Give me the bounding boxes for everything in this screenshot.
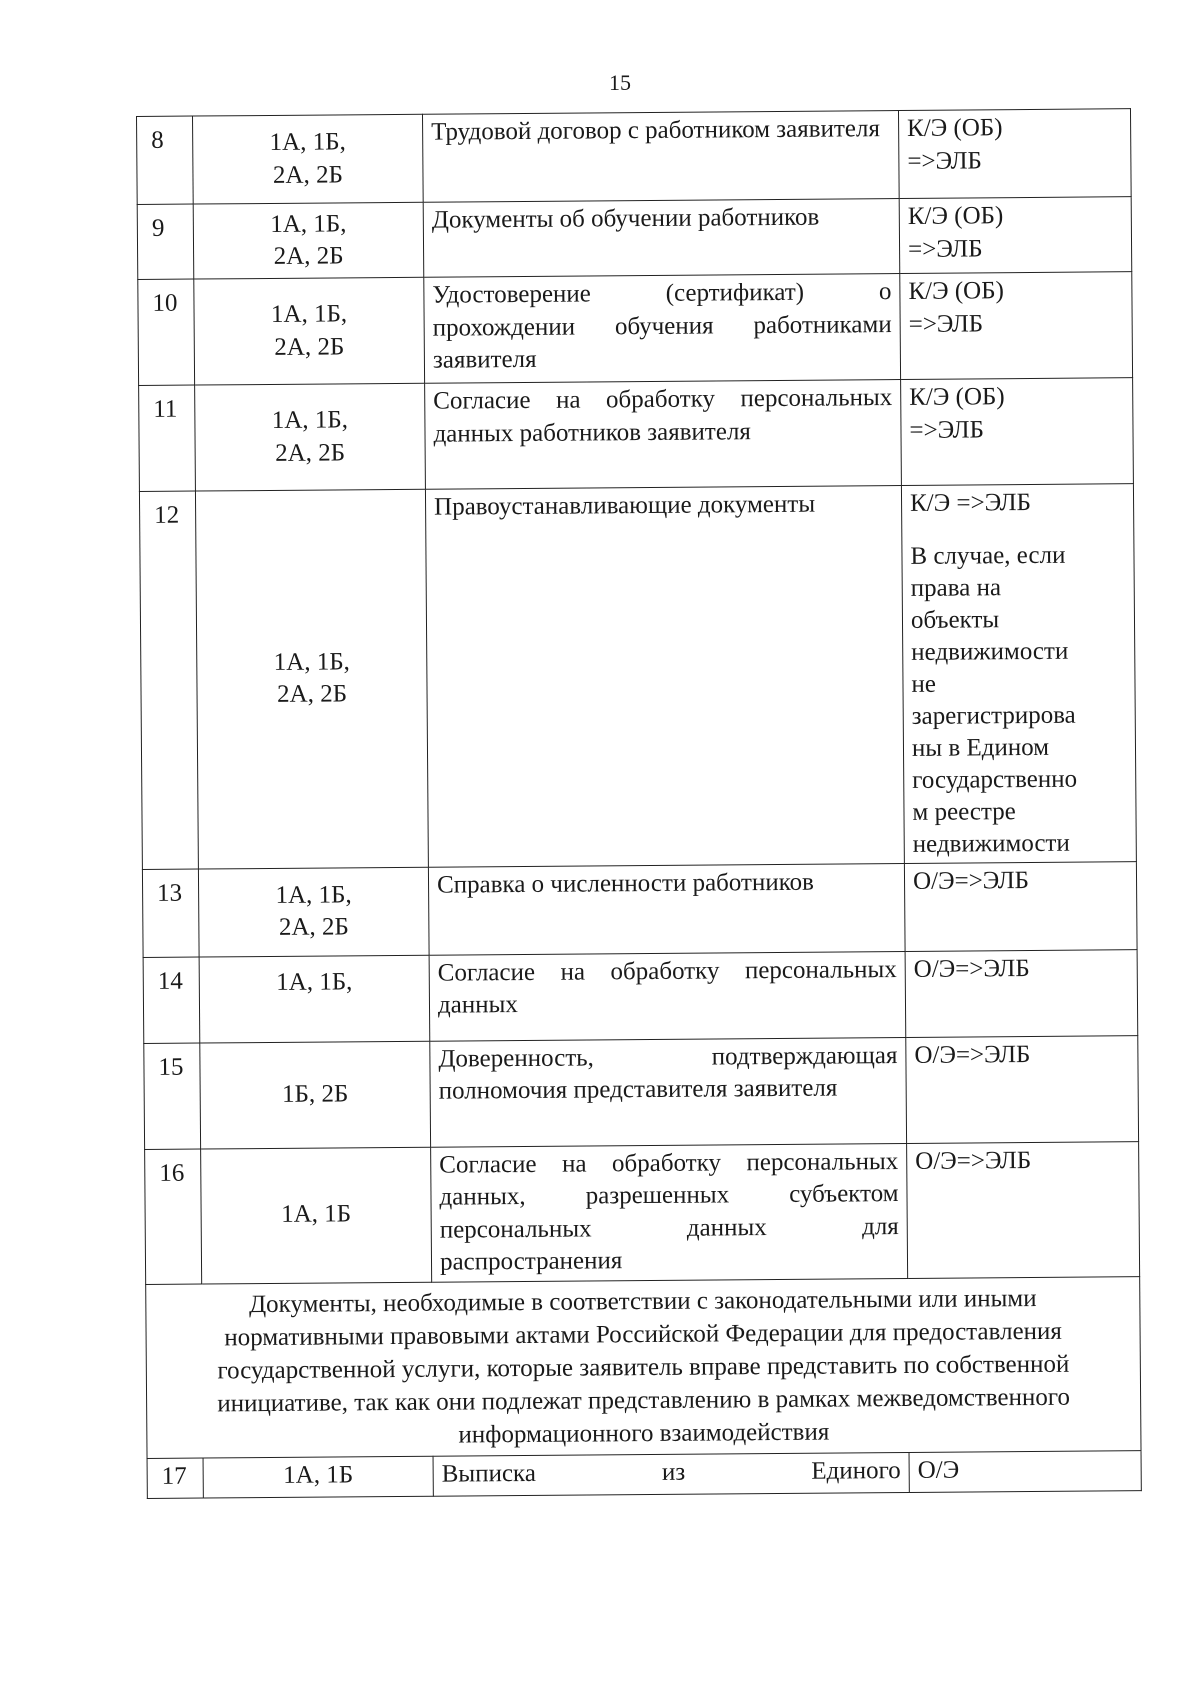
applicant-categories: 1А, 1Б, 2А, 2Б [195, 383, 426, 491]
submission-form-note: В случае, если права на объекты недвижимости не зарегистрирова ны в Едином государственно м реестре недвижимости [910, 541, 1078, 858]
applicant-categories: 1А, 1Б [201, 1147, 432, 1284]
applicant-categories: 1А, 1Б, 2А, 2Б [193, 202, 424, 279]
document-name: Удостоверение (сертификат) о прохождении обучения работниками заявителя [424, 274, 901, 384]
documents-table [136, 108, 1142, 1498]
row-number: 8 [137, 116, 194, 204]
section-heading-row [146, 1276, 1141, 1458]
table-row [147, 1450, 1141, 1498]
table-row [144, 1035, 1139, 1149]
document-name: Согласие на обработку персональных данных работников заявителя [425, 380, 902, 490]
submission-form: О/Э [909, 1450, 1141, 1492]
table-row [145, 1141, 1140, 1284]
applicant-categories: 1А, 1Б, 2А, 2Б [194, 277, 425, 385]
submission-form: О/Э=>ЭЛБ [907, 1141, 1140, 1278]
submission-form: К/Э (ОБ) =>ЭЛБ [898, 109, 1131, 199]
submission-form: К/Э =>ЭЛБ [909, 488, 1031, 517]
row-number: 14 [143, 957, 200, 1043]
row-number: 16 [145, 1149, 202, 1284]
document-name: Правоустанавливающие документы [425, 485, 904, 866]
applicant-categories: 1А, 1Б, [199, 955, 430, 1043]
table-row [138, 272, 1133, 386]
document-name: Согласие на обработку персональных данных, разрешенных субъектом персональных данных для распространения [431, 1143, 908, 1282]
row-number: 10 [138, 279, 195, 385]
submission-form: К/Э (ОБ) =>ЭЛБ [900, 272, 1133, 380]
document-name: Документы об обучении работников [423, 199, 900, 278]
applicant-categories: 1А, 1Б [203, 1456, 433, 1498]
row-number: 15 [144, 1043, 201, 1149]
document-name: Согласие на обработку персональных данных [429, 951, 906, 1041]
page-number: 15 [609, 70, 631, 95]
submission-form: К/Э (ОБ) =>ЭЛБ [899, 197, 1132, 274]
table-row [137, 197, 1132, 280]
row-number: 12 [139, 491, 198, 869]
table-row [143, 949, 1138, 1043]
section-heading: Документы, необходимые в соответствии с законодательными или иными нормативными правовыми актами Российской Федерации для предоставления государственной услуги, которые заявитель вправе представить по собственной инициативе, так как они подлежат представлению в рамках межведомственного информационного взаимодействия [146, 1276, 1141, 1458]
table-row [139, 378, 1134, 492]
applicant-categories: 1А, 1Б, 2А, 2Б [193, 114, 424, 204]
submission-form-cell [901, 484, 1136, 863]
applicant-categories: 1А, 1Б, 2А, 2Б [198, 867, 429, 957]
document-name: Выписка из Единого [433, 1452, 909, 1496]
table-row [142, 861, 1137, 957]
row-number: 13 [142, 869, 199, 957]
submission-form: К/Э (ОБ) =>ЭЛБ [901, 378, 1134, 486]
row-number: 9 [137, 204, 194, 279]
table-row [139, 484, 1136, 869]
applicant-categories: 1Б, 2Б [200, 1041, 431, 1149]
applicant-categories: 1А, 1Б, 2А, 2Б [195, 489, 428, 868]
row-number: 11 [139, 385, 196, 491]
document-name: Справка о численности работников [428, 863, 905, 955]
submission-form: О/Э=>ЭЛБ [906, 1035, 1139, 1143]
submission-form: О/Э=>ЭЛБ [904, 861, 1137, 951]
document-name: Трудовой договор с работником заявителя [422, 111, 899, 203]
submission-form: О/Э=>ЭЛБ [905, 949, 1138, 1037]
document-name: Доверенность, подтверждающая полномочия представителя заявителя [430, 1037, 907, 1147]
row-number: 17 [147, 1458, 203, 1498]
table-row [137, 109, 1132, 205]
